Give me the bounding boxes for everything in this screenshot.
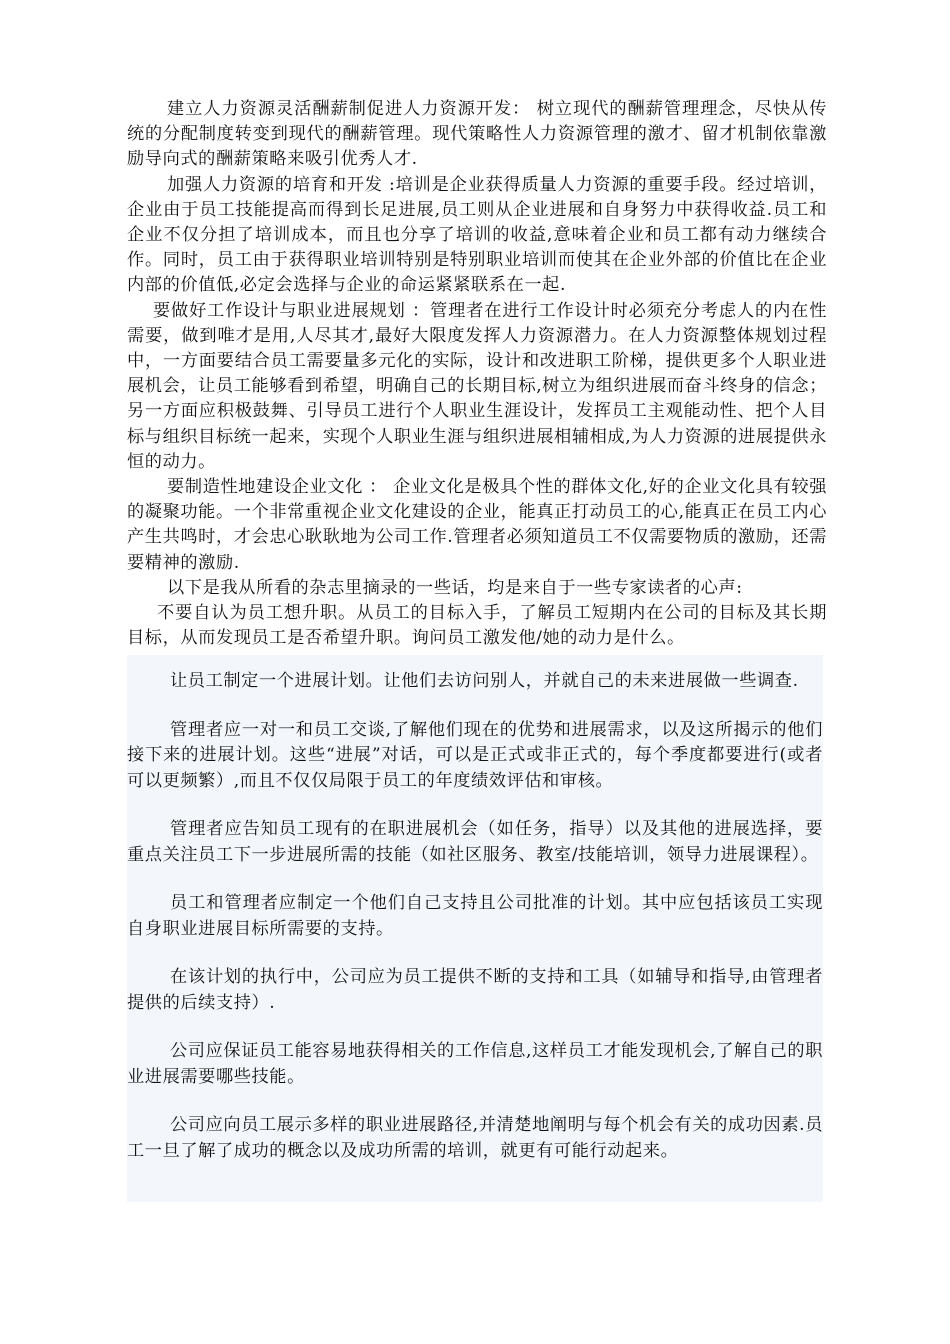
quote-item: 在该计划的执行中，公司应为员工提供不断的支持和工具（如辅导和指导,由管理者提供的后续支持）. [127, 967, 823, 1013]
quote-item: 管理者应告知员工现有的在职进展机会（如任务，指导）以及其他的进展选择，要重点关注员工下一步进展所需的技能（如社区服务、教室/技能培训，领导力进展课程）。 [127, 819, 823, 865]
quote-item: 管理者应一对一和员工交谈,了解他们现在的优势和进展需求，以及这所揭示的他们接下来的进展计划。这些“进展”对话，可以是正式或非正式的，每个季度都要进行(或者可以更频繁）,而且不仅仅局限于员工的年度绩效评估和审核。 [127, 719, 823, 791]
paragraph-culture: 要制造性地建设企业文化 ： 企业文化是极具个性的群体文化,好的企业文化具有较强的凝聚功能。一个非常重视企业文化建设的企业，能真正打动员工的心,能真正在员工内心产生共鸣时，才会忠心耿耿地为公司工作.管理者必须知道员工不仅需要物质的激励，还需要精神的激励. [127, 477, 827, 573]
paragraph-compensation: 建立人力资源灵活酬薪制促进人力资源开发： 树立现代的酬薪管理理念，尽快从传统的分配制度转变到现代的酬薪管理。现代策略性人力资源管理的激才、留才机制依靠激励导向式的酬薪策略来吸引优秀人才. [127, 99, 827, 170]
paragraph-job-design: 要做好工作设计与职业进展规划 ：管理者在进行工作设计时必须充分考虑人的内在性需要，做到唯才是用,人尽其才,最好大限度发挥人力资源潜力。在人力资源整体规划过程中，一方面要结合员工需要量多元化的实际，设计和改进职工阶梯，提供更多个人职业进展机会，让员工能够看到希望，明确自己的长期目标,树立为组织进展而奋斗终身的信念；另一方面应积极鼓舞、引导员工进行个人职业生涯设计，发挥员工主观能动性、把个人目标与组织目标统一起来，实现个人职业生涯与组织进展相辅相成,为人力资源的进展提供永恒的动力。 [127, 300, 827, 472]
quote-item: 让员工制定一个进展计划。让他们去访问别人，并就自己的未来进展做一些调查. [170, 671, 799, 691]
paragraph-quote-intro: 以下是我从所看的杂志里摘录的一些话，均是来自于一些专家读者的心声: [167, 577, 743, 598]
quote-item: 公司应保证员工能容易地获得相关的工作信息,这样员工才能发现机会,了解自己的职业进展需要哪些技能。 [127, 1041, 823, 1087]
quote-item: 公司应向员工展示多样的职业进展路径,并清楚地阐明与每个机会有关的成功因素.员工一旦了解了成功的概念以及成功所需的培训，就更有可能行动起来。 [127, 1115, 823, 1161]
shaded-quote-block [127, 655, 823, 1202]
quote-item: 员工和管理者应制定一个他们自己支持且公司批准的计划。其中应包括该员工实现自身职业进展目标所需要的支持。 [127, 893, 823, 939]
paragraph-training: 加强人力资源的培育和开发 :培训是企业获得质量人力资源的重要手段。经过培训，企业由于员工技能提高而得到长足进展,员工则从企业进展和自身努力中获得收益.员工和企业不仅分担了培训成本，而且也分享了培训的收益,意味着企业和员工都有动力继续合作。同时，员工由于获得职业培训特别是特别职业培训而使其在企业外部的价值比在企业内部的价值低,必定会选择与企业的命运紧紧联系在一起. [127, 174, 827, 296]
paragraph-promotion: 不要自认为员工想升职。从员工的目标入手，了解员工短期内在公司的目标及其长期目标，从而发现员工是否希望升职。询问员工激发他/她的动力是什么。 [127, 603, 827, 649]
body-text [127, 97, 827, 651]
